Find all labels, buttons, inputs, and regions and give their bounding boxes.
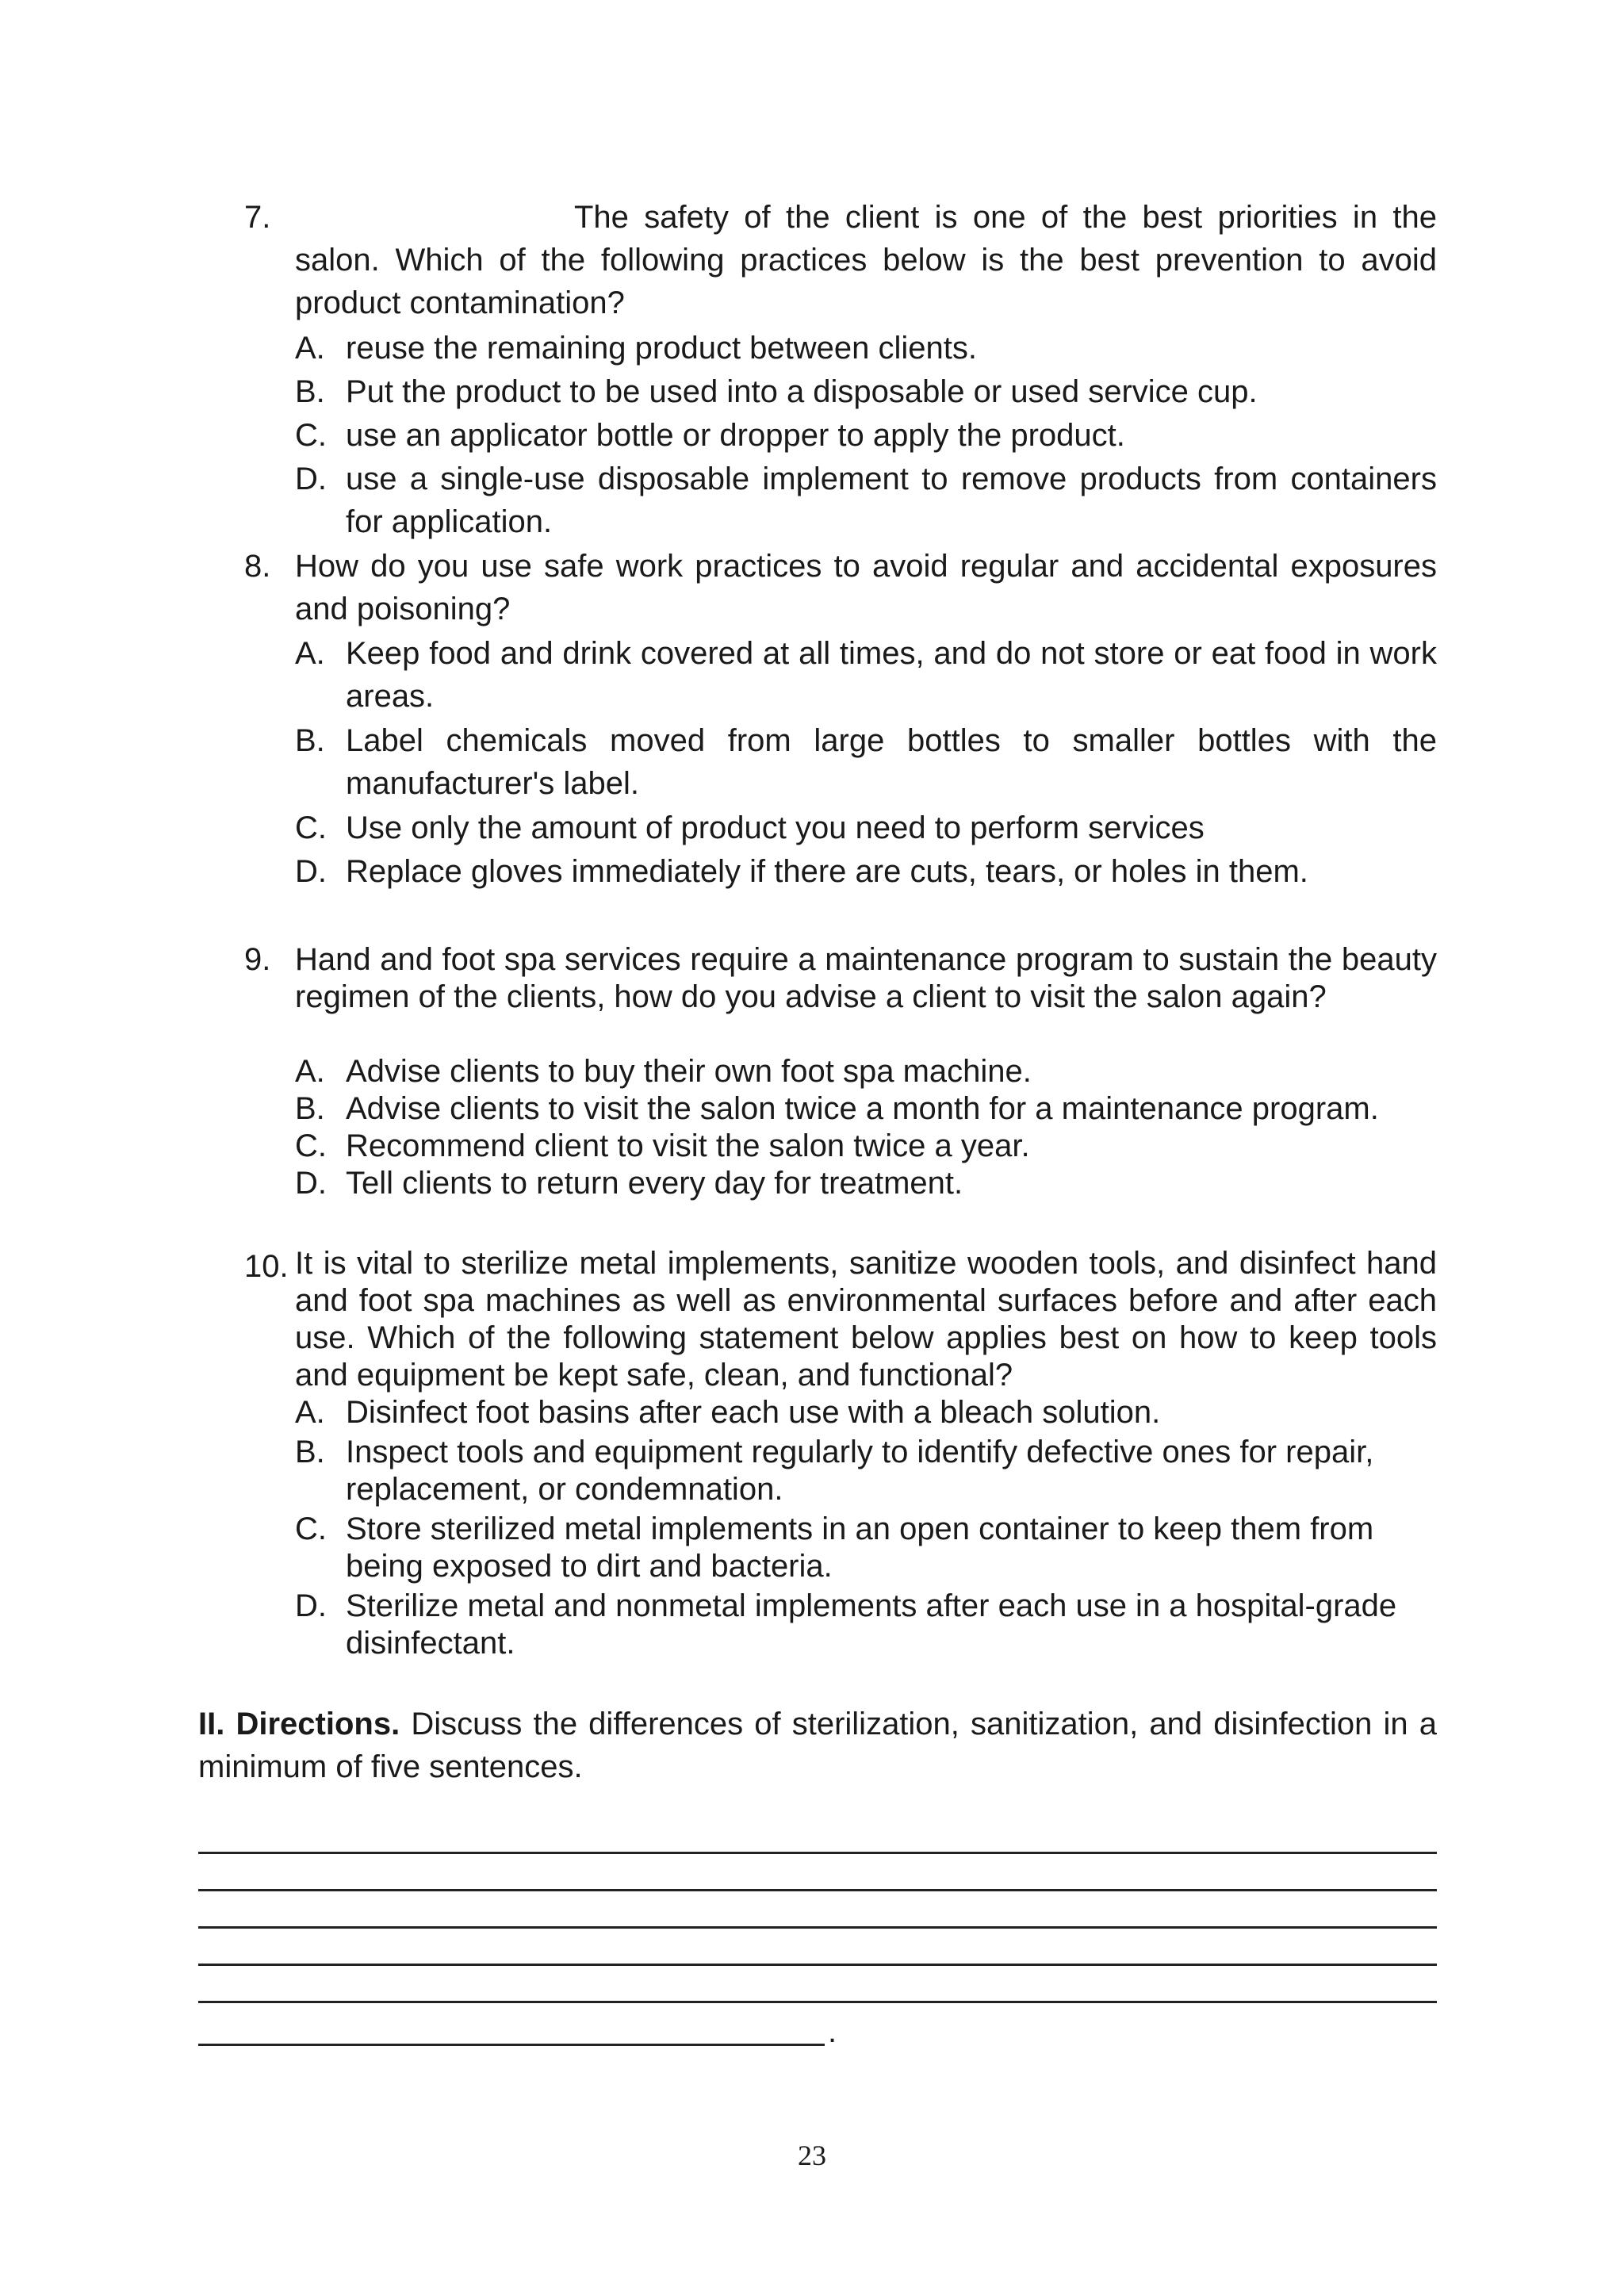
- choice-letter: B.: [295, 374, 325, 409]
- choice-letter: B.: [295, 1435, 325, 1469]
- question-9-choice-c: [295, 1128, 1437, 1165]
- answer-line[interactable]: [198, 1926, 1437, 1929]
- answer-period: .: [828, 2014, 837, 2049]
- question-8-choice-c: [295, 807, 1437, 849]
- question-7-choice-c: [295, 414, 1437, 457]
- question-8-choice-d: [295, 850, 1437, 893]
- question-10-choice-b: [295, 1434, 1437, 1508]
- choice-letter: D.: [295, 1166, 327, 1201]
- answer-line[interactable]: [198, 1889, 1437, 1891]
- choice-text: reuse the remaining product between clients.: [346, 331, 978, 366]
- choice-letter: D.: [295, 462, 327, 496]
- question-9-choice-b: [295, 1090, 1437, 1128]
- choice-text: Put the product to be used into a disposable or used service cup.: [346, 374, 1258, 409]
- choice-text: Recommend client to visit the salon twice a year.: [346, 1128, 1030, 1163]
- answer-line[interactable]: [198, 1964, 1437, 1966]
- choice-text: Inspect tools and equipment regularly to identify defective ones for repair, replacement, or condemnation.: [346, 1435, 1374, 1507]
- question-8-choice-b: [295, 719, 1437, 805]
- page-number: 23: [798, 2140, 826, 2171]
- choice-text: Keep food and drink covered at all times, and do not store or eat food in work areas.: [346, 636, 1437, 714]
- question-8-number: 8.: [244, 549, 271, 584]
- question-7-choice-b: [295, 370, 1437, 413]
- choice-text: Use only the amount of product you need to perform services: [346, 810, 1205, 845]
- choice-letter: A.: [295, 331, 325, 366]
- choice-text: Replace gloves immediately if there are cuts, tears, or holes in them.: [346, 854, 1308, 889]
- directions-label: II. Directions.: [198, 1707, 400, 1741]
- question-10-choice-d: [295, 1588, 1437, 1662]
- choice-text: Store sterilized metal implements in an open container to keep them from being exposed to dirt and bacteria.: [346, 1511, 1374, 1584]
- choice-text: use a single-use disposable implement to remove products from containers for application.: [346, 462, 1437, 539]
- choice-text: Disinfect foot basins after each use with a bleach solution.: [346, 1395, 1161, 1430]
- choice-letter: D.: [295, 854, 327, 889]
- question-8-choice-a: [295, 632, 1437, 718]
- choice-letter: C.: [295, 810, 327, 845]
- question-9-choice-d: [295, 1165, 1437, 1202]
- choice-letter: C.: [295, 1511, 327, 1546]
- question-10-choice-c: [295, 1511, 1437, 1585]
- choice-text: use an applicator bottle or dropper to apply the product.: [346, 418, 1125, 453]
- choice-letter: A.: [295, 1054, 325, 1089]
- choice-letter: B.: [295, 723, 325, 758]
- question-7-text: The safety of the client is one of the best priorities in the salon. Which of the following practices below is the best prevention to avoid product contamination?: [295, 200, 1437, 320]
- choice-letter: A.: [295, 1395, 325, 1430]
- choice-text: Advise clients to visit the salon twice a month for a maintenance program.: [346, 1091, 1379, 1126]
- question-10-text: It is vital to sterilize metal implements, sanitize wooden tools, and disinfect hand and foot spa machines as well as environmental surfaces before and after each use. Which of the following statement below applies best on how to keep tools and equipment be kept safe, clean, and functional?: [295, 1246, 1437, 1393]
- choice-letter: B.: [295, 1091, 325, 1126]
- choice-letter: C.: [295, 1128, 327, 1163]
- answer-line[interactable]: [198, 1852, 1437, 1854]
- choice-letter: D.: [295, 1588, 327, 1623]
- directions-paragraph: [198, 1703, 1437, 1788]
- question-7-choice-a: [295, 327, 1437, 370]
- choice-text: Tell clients to return every day for treatment.: [346, 1166, 963, 1201]
- question-9-number: 9.: [244, 942, 271, 977]
- question-10-choice-a: [295, 1394, 1437, 1431]
- question-7-choice-d: [295, 458, 1437, 543]
- choice-text: Sterilize metal and nonmetal implements after each use in a hospital-grade disinfectant.: [346, 1588, 1397, 1661]
- answer-line-final[interactable]: [198, 2044, 825, 2046]
- question-9-choice-a: [295, 1053, 1437, 1090]
- choice-letter: A.: [295, 636, 325, 671]
- directions-text: Discuss the differences of sterilization, sanitization, and disinfection in a minimum of five sentences.: [198, 1707, 1437, 1784]
- choice-letter: C.: [295, 418, 327, 453]
- question-8-text: How do you use safe work practices to avoid regular and accidental exposures and poisoning?: [295, 549, 1437, 626]
- question-10-number: 10.: [244, 1249, 289, 1284]
- question-9-text: Hand and foot spa services require a maintenance program to sustain the beauty regimen of the clients, how do you advise a client to visit the salon again?: [295, 942, 1437, 1014]
- choice-text: Advise clients to buy their own foot spa machine.: [346, 1054, 1032, 1089]
- question-7-number: 7.: [244, 200, 271, 235]
- choice-text: Label chemicals moved from large bottles to smaller bottles with the manufacturer's label.: [346, 723, 1437, 801]
- answer-line[interactable]: [198, 2001, 1437, 2003]
